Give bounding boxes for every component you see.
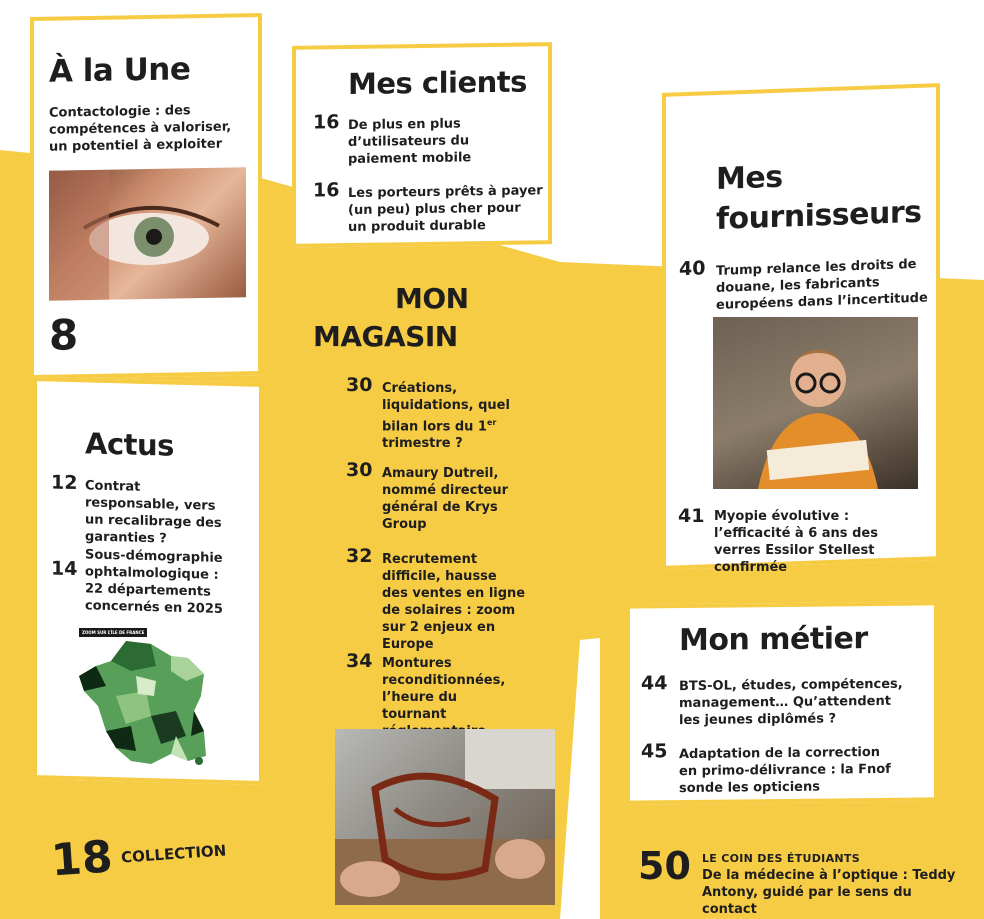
mon-magasin-item-2-page: 30 (346, 459, 373, 481)
mes-clients-item-2-page: 16 (313, 179, 340, 202)
glasses-frame-photo (335, 729, 555, 905)
mon-magasin-title-line2: MAGASIN (313, 320, 458, 353)
a-la-une-page-number: 8 (49, 310, 79, 360)
mon-metier-title: Mon métier (679, 621, 868, 659)
mon-metier-card (626, 601, 938, 804)
child-reading-photo (713, 317, 918, 489)
mon-metier-item-2-text: Adaptation de la correction en primo-délivrance : la Fnof sonde les opticiens (679, 744, 891, 797)
mon-magasin-item-1-sup: er (486, 418, 497, 427)
eye-icon (49, 167, 246, 300)
france-map-icon (76, 636, 216, 771)
mes-clients-card (292, 42, 552, 248)
a-la-une-subtitle: Contactologie : des compétences à valoriser, un potentiel à exploiter (49, 103, 232, 155)
mes-clients-title: Mes clients (348, 64, 527, 102)
mes-fournisseurs-title-line2: fournisseurs (716, 194, 922, 237)
collection-badge (31, 807, 260, 900)
mes-fournisseurs-item-2-text: Myopie évolutive : l’efficacité à 6 ans des verres Essilor Stellest confirmée (714, 509, 878, 575)
mes-fournisseurs-item-1-text: Trump relance les droits de douane, les fabricants européens dans l’incertitude (716, 256, 928, 313)
glasses-icon (335, 729, 555, 905)
a-la-une-title: À la Une (49, 51, 191, 90)
mes-clients-item-1-page: 16 (313, 111, 340, 134)
mon-magasin-item-1-text-b: trimestre ? (382, 436, 463, 452)
mon-magasin-item-3-text: Recrutement difficile, hausse des ventes en ligne de solaires : zoom sur 2 enjeux en Europe (382, 552, 526, 652)
mon-magasin-item-3-page: 32 (346, 545, 373, 567)
mon-magasin-item-4-text: Montures reconditionnées, l’heure du tournant (382, 656, 506, 722)
actus-item-1-page: 12 (51, 471, 78, 495)
mon-metier-item-2-page: 45 (641, 740, 668, 763)
coin-etudiants-label: LE COIN DES ÉTUDIANTS (702, 852, 860, 865)
mon-magasin-item-2-text: Amaury Dutreil, nommé directeur général de Krys Group (382, 466, 509, 532)
mon-magasin-item-1-text (382, 380, 512, 452)
map-caption: ZOOM SUR L’ÎLE DE FRANCE (79, 628, 147, 637)
a-la-une-card (30, 13, 262, 379)
child-icon (713, 317, 918, 489)
coin-etudiants-box (626, 832, 972, 917)
mes-fournisseurs-item-2-page: 41 (678, 505, 705, 527)
mon-magasin-item-1-page: 30 (346, 374, 373, 396)
coin-etudiants-text: De la médecine à l’optique : Teddy Antony, guidé par le sens du contact (702, 868, 956, 917)
coin-etudiants-page: 50 (638, 844, 691, 888)
actus-title: Actus (85, 426, 174, 463)
collection-page-number: 18 (49, 831, 115, 887)
actus-item-2-page: 14 (51, 557, 78, 581)
mon-magasin-title-line1: MON (395, 282, 469, 315)
mon-magasin-item-1-text-a: Créations, liquidations, quel bilan lors du 1 (382, 381, 510, 435)
mon-metier-item-1-page: 44 (641, 672, 668, 695)
actus-item-2-text: Sous-démographie ophtalmologique : 22 départements concernés en 2025 (85, 547, 223, 617)
mes-clients-item-1-text: De plus en plus d’utilisateurs du paiement mobile (348, 116, 472, 168)
collection-label: COLLECTION (120, 841, 227, 867)
mon-magasin-item-4-page: 34 (346, 650, 373, 672)
mes-fournisseurs-item-1-page: 40 (679, 257, 706, 281)
eye-photo (49, 167, 246, 300)
mon-metier-item-1-text: BTS-OL, études, compétences, management… Qu’attendent les jeunes diplômés ? (679, 676, 903, 729)
mes-clients-item-2-text: Les porteurs prêts à payer (un peu) plus cher pour un produit durable (348, 183, 543, 236)
mes-fournisseurs-title-line1: Mes (716, 159, 783, 197)
actus-item-1-text: Contrat responsable, vers un recalibrage des garanties ? (85, 478, 222, 547)
